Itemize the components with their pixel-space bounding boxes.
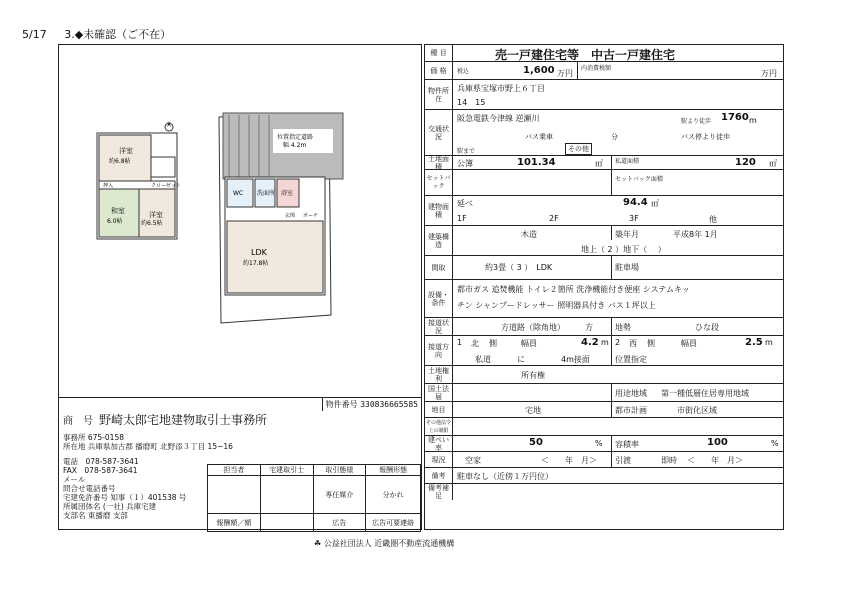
room-size-3: 約6.5帖 bbox=[141, 220, 163, 227]
washroom-label: 洗面所 bbox=[257, 190, 276, 197]
storage-label: 押入 bbox=[103, 183, 114, 189]
org-logo-icon: ☘ bbox=[314, 539, 322, 548]
equipment-line-2: チン シャンプードレッサー 照明器具付き バス１坪以上 bbox=[457, 301, 656, 310]
room-label-4: LDK bbox=[251, 248, 267, 257]
entrance-label: 玄関 bbox=[285, 213, 296, 219]
company-name: 野崎太郎宅地建物取引士事務所 bbox=[99, 413, 268, 427]
station-line: 阪急電鉄今津線 逆瀬川 bbox=[457, 114, 540, 123]
road-note: 位置指定道路 bbox=[277, 134, 314, 141]
built-date: 平成8年 1月 bbox=[673, 230, 718, 239]
layout: 約3畳（ 3 ） LDK bbox=[485, 263, 553, 272]
room-size-1: 約6.8帖 bbox=[109, 158, 131, 165]
wc-label: WC bbox=[233, 190, 244, 197]
land-area: 101.34 bbox=[517, 157, 556, 168]
bukken-number: 物件番号 330836665585 bbox=[322, 397, 421, 411]
handover: 即時 bbox=[661, 456, 677, 465]
road1-width: 4.2 bbox=[581, 337, 599, 348]
location: 兵庫県宝塚市野上６丁目 bbox=[457, 84, 545, 93]
use-zone: 第一種低層住居専用地域 bbox=[661, 389, 749, 398]
walk-distance: 1760 bbox=[721, 112, 749, 123]
room-label-1: 洋室 bbox=[119, 147, 133, 155]
floor-area-ratio: 100 bbox=[707, 437, 728, 448]
equipment-line-1: 都市ガス 追焚機能 トイレ２箇所 洗浄機能付き便座 システムキッ bbox=[457, 285, 690, 294]
structure: 木造 bbox=[521, 230, 537, 239]
terrain: ひな段 bbox=[695, 323, 719, 332]
bath-label: 浴室 bbox=[281, 190, 294, 197]
agent-table: 担当者 宅建取引士 取引態様 報酬形態 専任媒介 分かれ 報酬額／額 広告 広告可要連絡 bbox=[207, 464, 421, 532]
building-area: 94.4 bbox=[623, 197, 648, 208]
property-type: 売一戸建住宅等 中古一戸建住宅 bbox=[495, 48, 676, 62]
status-text: 3.◆未確認（ご不在） bbox=[64, 28, 172, 41]
remarks: 駐車なし（近傍１万円位） bbox=[457, 472, 553, 481]
company-name-row: 商 号 野崎太郎宅地建物取引士事務所 bbox=[63, 413, 268, 427]
footer: ☘ 公益社団法人 近畿圏不動産流通機構 bbox=[314, 539, 455, 548]
porch-label: ポーチ bbox=[303, 213, 319, 219]
road-width: 幅 4.2m bbox=[283, 142, 307, 149]
floor-plan-drawing bbox=[59, 45, 421, 397]
room-size-2: 6.0帖 bbox=[107, 218, 123, 225]
company-details: 事務所 675-0158 所在地 兵庫県加古郡 播磨町 北野添３丁目 15−16 電話 078-587-3641 FAX 078-587-3641 メール 問合せ電話番号 宅建免許番号 知事（１）401538 号 所属団体名 (一社) 兵庫宅建 支部名 東播磨 支部 bbox=[63, 433, 233, 520]
spec-table: 種 目 売一戸建住宅等 中古一戸建住宅 価 格 税込 1,600 万円 内消費税額 万円 物件所在 兵庫県宝塚市野上６丁目 14 15 交通状況 阪急電鉄今津線 逆瀬川 駅より徒歩 1760 m バス乗車 分 バス停より徒歩 駅まで その他 土地面積 公簿 101.34 ㎡ 私道面積 120 ㎡ セットバック セットバック面積 建物面積 延べ 94.4 ㎡ 1F 2F 3F 他 建築構造 木造 築年月 平成8年 1月 地上（ 2 ）地下（ ） 間取 約3畳（ 3 ） LDK 駐車場 設備・条件 都市ガス 追焚機能 トイレ２箇所 洗浄機能付き便座 システムキッ チン シャンプードレッサー 照明器具付き バス１坪以上 接道状況 方道路（除角地） 方 地勢 ひな段 接道方向 1 北 側 幅員 4.2 m 2 西 側 幅員 2.5 m 私道 に 4m接面 位置指定 土地権利 所有権 国土法届 用途地域 第一種低層住居専用地域 地目 宅地 都市計画 市街化区域 その他法令上の制限 建ぺい率 50 % 容積率 100 % 現況 空家 ＜ 年 月＞ 引渡 即時 ＜ 年 月＞ 備考 駐車なし（近傍１万円位） 備考補足 bbox=[424, 44, 784, 530]
coverage-ratio: 50 bbox=[529, 437, 543, 448]
room-size-4: 約17.8帖 bbox=[243, 260, 269, 267]
closet-label: クローゼット bbox=[151, 183, 181, 189]
page-header bbox=[22, 26, 171, 42]
page-number: 5/17 bbox=[22, 28, 47, 41]
current-status: 空家 bbox=[465, 456, 481, 465]
road2-width: 2.5 bbox=[745, 337, 763, 348]
room-label-3: 洋室 bbox=[149, 211, 163, 219]
room-label-2: 和室 bbox=[111, 207, 125, 215]
price: 1,600 bbox=[523, 65, 555, 76]
floorplan-panel bbox=[58, 44, 422, 530]
